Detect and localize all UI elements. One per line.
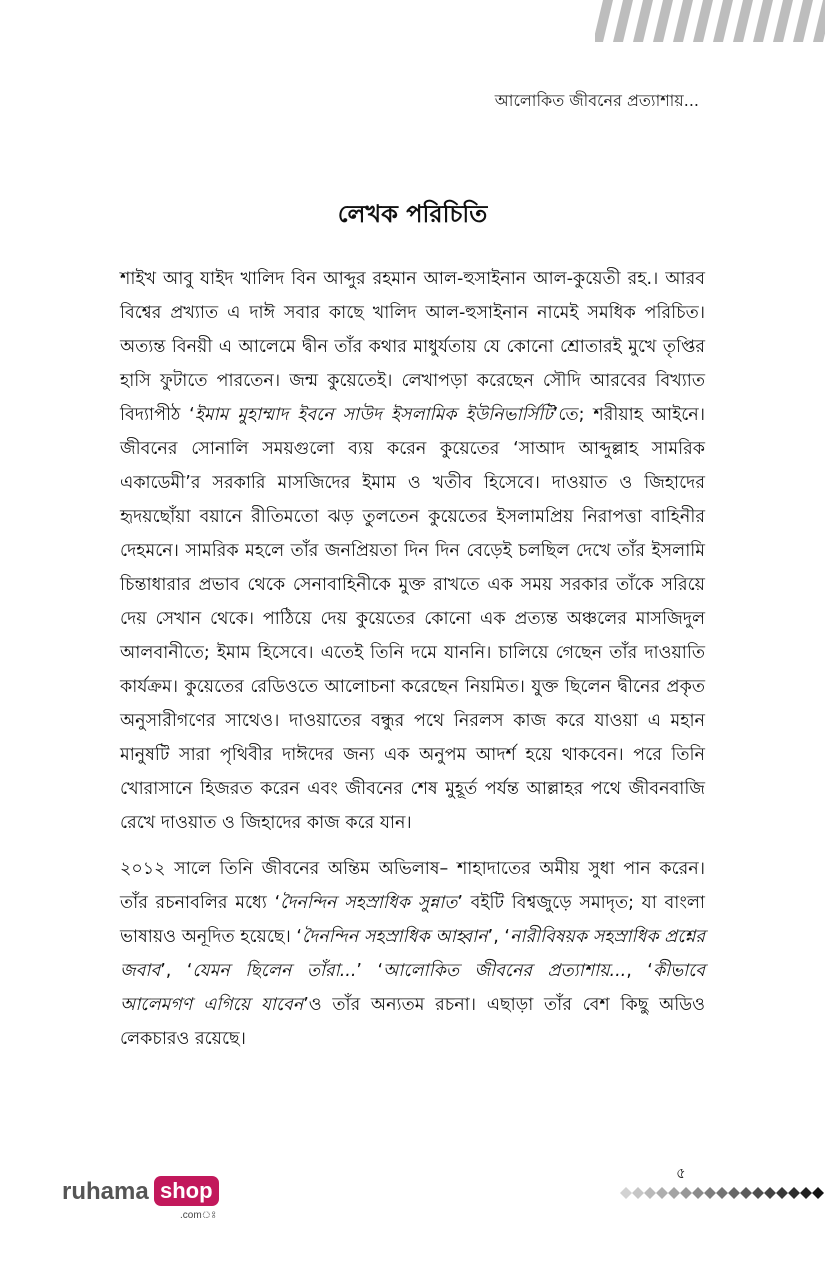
- stripe-shape: [595, 0, 613, 42]
- diamond-shape: [620, 1187, 632, 1199]
- diamond-shape: [692, 1187, 704, 1199]
- stripe-shape: [813, 0, 825, 42]
- text-span: ’ বইটি বিশ্বজুড়ে সমাদৃত; যা বাংলা ভাষায়ও অনূদিত হয়েছে। ‘: [120, 893, 706, 947]
- text-span: ’তে; শরীয়াহ আইনে। জীবনের সোনালি সময়গুলো ব্যয় করেন কুয়েতের ‘সাআদ আব্দুল্লাহ সামরিক একাডেমী’র সরকারি মাসজিদের ইমাম ও খতীব হিসেবে। দাওয়াত ও জিহাদের হৃদয়ছোঁয়া বয়ানে রীতিমতো ঝড় তুলতেন কুয়েতের ইসলামপ্রিয় নিরাপত্তা বাহিনীর দেহমনে। সামরিক মহলে তাঁর জনপ্রিয়তা দিন দিন বেড়েই চলছিল দেখে তাঁর ইসলামি চিন্তাধারার প্রভাব থেকে সেনাবাহিনীকে মুক্ত রাখতে এক সময় সরকার তাঁকে সরিয়ে দেয় সেখান থেকে। পাঠিয়ে দেয় কুয়েতের কোনো এক প্রত্যন্ত অঞ্চলের মাসজিদুল আলবানীতে; ইমাম হিসেবে। এতেই তিনি দমে যাননি। চালিয়ে গেছেন তাঁর দাওয়াতি কার্যক্রম। কুয়েতের রেডিওতে আলোচনা করেছেন নিয়মিত। যুক্ত ছিলেন দ্বীনের প্রকৃত অনুসারীগণের সাথেও। দাওয়াতের বন্ধুর পথে নিরলস কাজ করে যাওয়া এ মহান মানুষটি সারা পৃথিবীর দাঈদের জন্য এক অনুপম আদর্শ হয়ে থাকবেন। পরে তিনি খোরাসানে হিজরত করেন এবং জীবনের শেষ মুহূর্ত পর্যন্ত আল্লাহর পথে জীবনবাজি রেখে দাওয়াত ও জিহাদের কাজ করে যান।: [120, 405, 705, 833]
- diamond-shape: [812, 1187, 824, 1199]
- stripe-shape: [613, 0, 633, 42]
- diamond-shape: [656, 1187, 668, 1199]
- diamond-shape: [740, 1187, 752, 1199]
- book-title: আলোকিত জীবনের প্রত্যাশায়...: [383, 961, 627, 981]
- text-span: ’ ‘: [356, 961, 384, 981]
- university-name: ইমাম মুহাম্মাদ ইবনে সাউদ ইসলামিক ইউনিভার্সিটি: [194, 405, 553, 425]
- stripe-shape: [693, 0, 713, 42]
- header-stripes-decoration: [595, 0, 825, 42]
- diamond-shape: [704, 1187, 716, 1199]
- diamond-shape: [728, 1187, 740, 1199]
- logo-shop-badge: shop: [154, 1176, 219, 1206]
- diamond-shape: [680, 1187, 692, 1199]
- footer-diamond-decoration: [620, 1183, 825, 1203]
- logo-ruhama-text: ruhama: [62, 1178, 149, 1205]
- diamond-shape: [764, 1187, 776, 1199]
- paragraph-biography: [120, 262, 705, 840]
- publisher-logo: [62, 1172, 232, 1222]
- text-span: , ‘: [626, 961, 653, 981]
- paragraph-works: [120, 852, 705, 1056]
- stripe-shape: [653, 0, 673, 42]
- book-title: নারীবিষয়ক সহস্রাধিক প্রশ্নের জবাব: [120, 927, 706, 981]
- book-title: যেমন ছিলেন তাঁরা...: [192, 961, 357, 981]
- stripe-shape: [793, 0, 813, 42]
- diamond-shape: [776, 1187, 788, 1199]
- logo-domain-text: .comঃ: [180, 1210, 217, 1221]
- stripe-shape: [633, 0, 653, 42]
- stripe-shape: [673, 0, 693, 42]
- text-span: ’, ‘: [160, 961, 193, 981]
- text-span: ’, ‘: [487, 927, 510, 947]
- diamond-shape: [644, 1187, 656, 1199]
- diamond-shape: [632, 1187, 644, 1199]
- page-title: লেখক পরিচিতি: [337, 200, 488, 228]
- book-title: দৈনন্দিন সহস্রাধিক সুন্নাত: [280, 893, 458, 913]
- page-number: ৫: [676, 1164, 686, 1182]
- book-title: কীভাবে আলেমগণ এগিয়ে যাবেন: [120, 961, 705, 1015]
- diamond-shape: [716, 1187, 728, 1199]
- text-span: শাইখ আবু যাইদ খালিদ বিন আব্দুর রহমান আল-হুসাইনান আল-কুয়েতী রহ.। আরব বিশ্বের প্রখ্যাত এ দাঈ সবার কাছে খালিদ আল-হুসাইনান নামেই সমধিক পরিচিত। অত্যন্ত বিনয়ী এ আলেমে দ্বীন তাঁর কথার মাধুর্যতায় যে কোনো শ্রোতারই মুখে তৃপ্তির হাসি ফুটাতে পারতেন। জন্ম কুয়েতেই। লেখাপড়া করেছেন সৌদি আরবের বিখ্যাত বিদ্যাপীঠ ‘: [120, 269, 705, 425]
- stripe-shape: [753, 0, 773, 42]
- stripe-shape: [733, 0, 753, 42]
- diamond-shape: [668, 1187, 680, 1199]
- book-title: দৈনন্দিন সহস্রাধিক আহ্বান: [301, 927, 488, 947]
- stripe-shape: [713, 0, 733, 42]
- diamond-shape: [752, 1187, 764, 1199]
- text-span: ২০১২ সালে তিনি জীবনের অন্তিম অভিলাষ– শাহাদাতের অমীয় সুধা পান করেন। তাঁর রচনাবলির মধ্যে ‘: [120, 859, 705, 913]
- stripe-shape: [773, 0, 793, 42]
- running-header: আলোকিত জীবনের প্রত্যাশায়...: [494, 91, 699, 110]
- main-text: [120, 262, 705, 1056]
- diamond-shape: [788, 1187, 800, 1199]
- diamond-shape: [800, 1187, 812, 1199]
- text-span: ’ও তাঁর অন্যতম রচনা। এছাড়া তাঁর বেশ কিছু অডিও লেকচারও রয়েছে।: [120, 995, 705, 1049]
